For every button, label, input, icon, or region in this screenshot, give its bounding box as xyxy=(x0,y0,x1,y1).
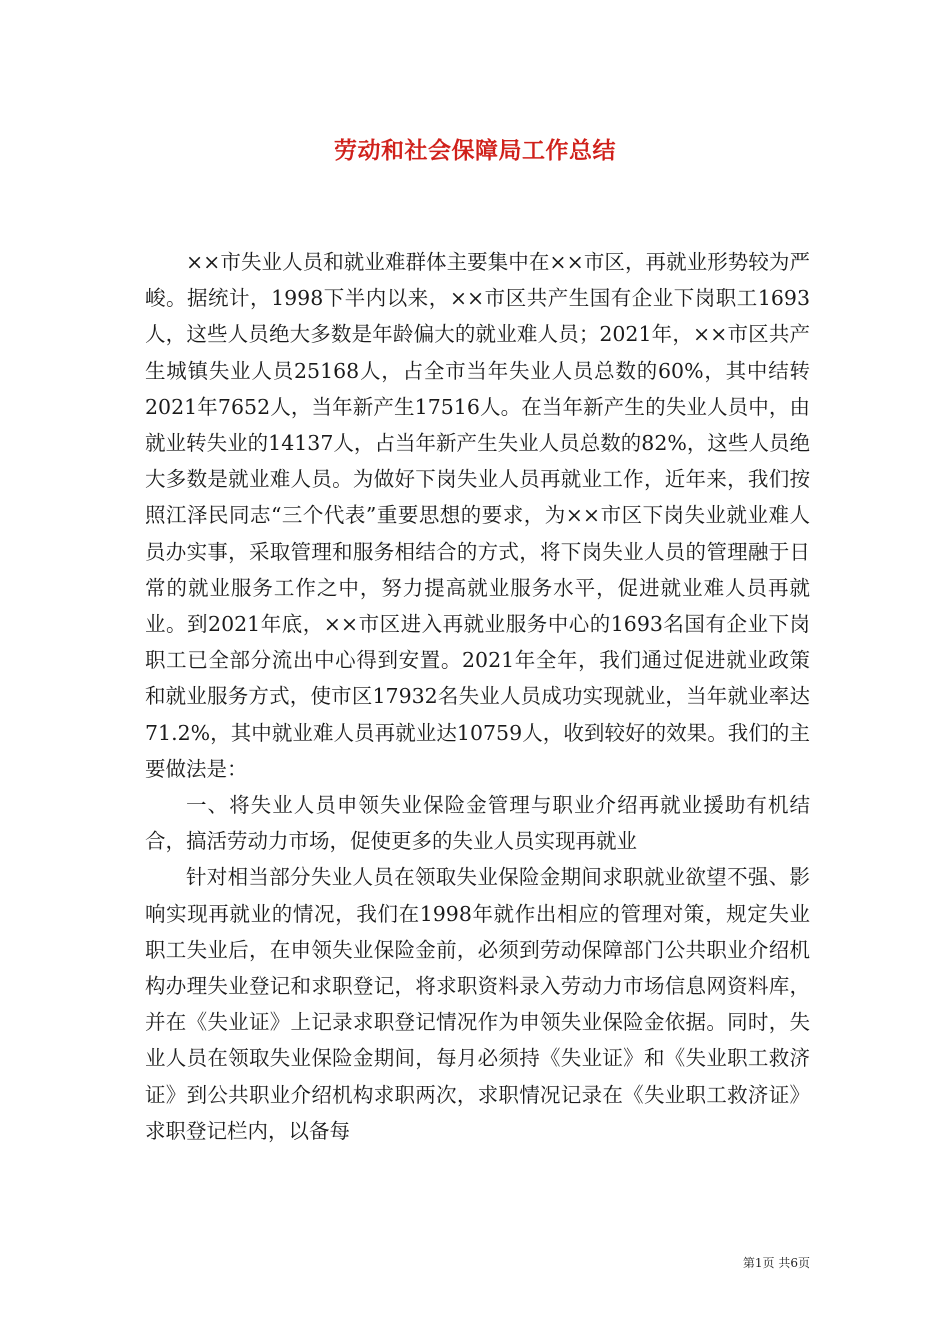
page-title: 劳动和社会保障局工作总结 xyxy=(334,137,616,164)
paragraph-section-heading: 一、将失业人员申领失业保险金管理与职业介绍再就业援助有机结合，搞活劳动力市场，促使更多的失业人员实现再就业 xyxy=(145,793,810,854)
paragraph-measures: 针对相当部分失业人员在领取失业保险金期间求职就业欲望不强、影响实现再就业的情况，我们在1998年就作出相应的管理对策，规定失业职工失业后，在申领失业保险金前，必须到劳动保障部门公共职业介绍机构办理失业登记和求职登记，将求职资料录入劳动力市场信息网资料库，并在《失业证》上记录求职登记情况作为申领失业保险金依据。同时，失业人员在领取失业保险金期间，每月必须持《失业证》和《失业职工救济证》到公共职业介绍机构求职两次，求职情况记录在《失业职工救济证》求职登记栏内，以备每 xyxy=(145,865,810,1143)
document-body xyxy=(145,244,810,1149)
paragraph-intro: ××市失业人员和就业难群体主要集中在××市区，再就业形势较为严峻。据统计，1998下半内以来，××市区共产生国有企业下岗职工1693人，这些人员绝大多数是年龄偏大的就业难人员；2021年，××市区共产生城镇失业人员25168人，占全市当年失业人员总数的60%，其中结转2021年7652人，当年新产生17516人。在当年新产生的失业人员中，由就业转失业的14137人，占当年新产生失业人员总数的82%，这些人员绝大多数是就业难人员。为做好下岗失业人员再就业工作，近年来，我们按照江泽民同志“三个代表”重要思想的要求，为××市区下岗失业就业难人员办实事，采取管理和服务相结合的方式，将下岗失业人员的管理融于日常的就业服务工作之中，努力提高就业服务水平，促进就业难人员再就业。到2021年底，××市区进入再就业服务中心的1693名国有企业下岗职工已全部分流出中心得到安置。2021年全年，我们通过促进就业政策和就业服务方式，使市区17932名失业人员成功实现就业，当年就业率达71.2%，其中就业难人员再就业达10759人，收到较好的效果。我们的主要做法是： xyxy=(145,250,810,781)
page-number: 第1页 共6页 xyxy=(742,1256,810,1270)
